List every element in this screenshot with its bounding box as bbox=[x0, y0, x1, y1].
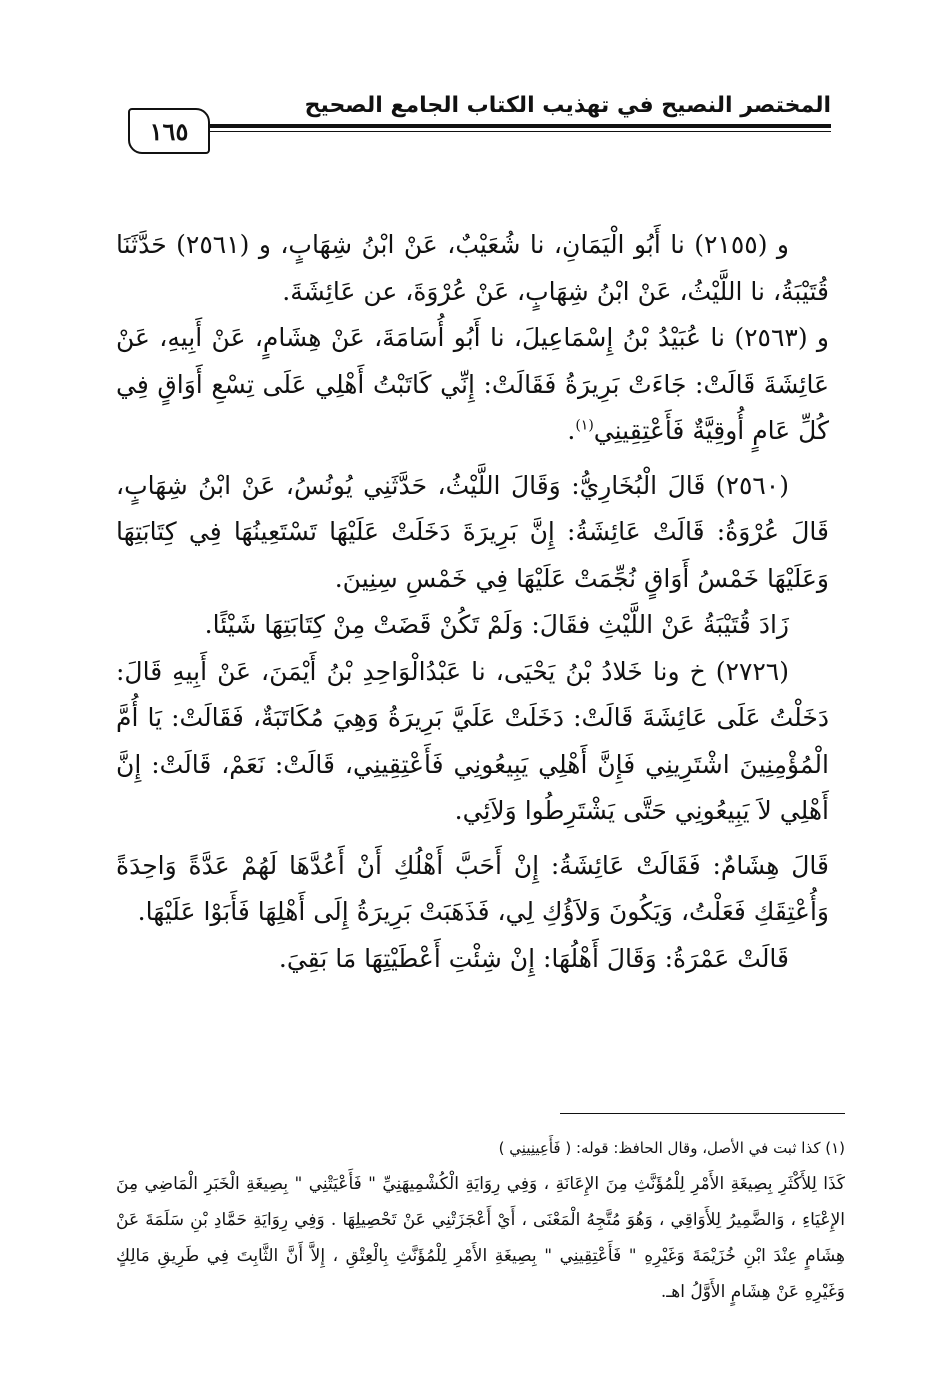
paragraph-2: و (٢٥٦٣) نا عُبَيْدُ بْنُ إِسْمَاعِيلَ، نا أَبُو أُسَامَةَ، عَنْ هِشَامٍ، عَنْ أَبِيهِ، عَنْ عَائِشَةَ قَالَتْ: جَاءَتْ بَرِيرَةُ فَقَالَتْ: إِنِّي كَاتَبْتُ أَهْلِي عَلَى تِسْعِ أَوَاقٍ فِي كُلِّ عَامٍ أُوقِيَّةٌ فَأَعْتِقِينِي$^{(١)}$. bbox=[116, 323, 829, 445]
footnotes bbox=[116, 1130, 845, 1310]
footnote-heading: (١) كذا ثبت في الأصل، وقال الحافظ: قوله: ( فَأَعِينِينِي ) bbox=[498, 1139, 845, 1157]
main-text bbox=[116, 222, 829, 982]
page-number: ١٦٥ bbox=[149, 116, 189, 146]
footnote-text: كَذَا لِلأَكْثَرِ بِصِيغَةِ الأَمْرِ لِلْمُؤَنَّثِ مِنَ الإِعَانَةِ ، وَفِي رِوَايَةِ الْكُشْمِيهَنِيِّ " فَأَعْيَتْنِي " بِصِيغَةِ الْخَبَرِ الْمَاضِي مِنَ الإِعْيَاءِ ، وَالضَّمِيرُ لِلأَوَاقِي ، وَهُوَ مُتَّجِهُ الْمَعْنَى ، أَيْ أَعْجَزَتْنِي عَنْ تَحْصِيلِهَا . وَفِي رِوَايَةِ حَمَّادِ بْنِ سَلَمَةَ عَنْ هِشَامٍ عِنْدَ ابْنِ خُزَيْمَةَ وَغَيْرِهِ " فَأَعْتِقِينِي " بِصِيغَةِ الأَمْرِ لِلْمُؤَنَّثِ بِالْعِتْقِ ، إِلاَّ أَنَّ الثَّابِتَ فِي طَرِيقِ مَالِكٍ وَغَيْرِهِ عَنْ هِشَامٍ الأَوَّلُ اهـ. bbox=[116, 1174, 845, 1302]
header-rule bbox=[208, 124, 831, 128]
paragraph-5: (٢٧٢٦) خ ونا خَلادُ بْنُ يَحْيَى، نا عَبْدُالْوَاحِدِ بْنُ أَيْمَنَ، عَنْ أَبِيهِ قَالَ: دَخَلْتُ عَلَى عَائِشَةَ قَالَتْ: دَخَلَتْ عَلَيَّ بَرِيرَةُ وَهِيَ مُكَاتَبَةٌ، فَقَالَتْ: يَا أُمَّ الْمُؤْمِنِينَ اشْتَرِينِي فَإِنَّ أَهْلِي يَبِيعُونِي فَأَعْتِقِينِي، قَالَتْ: نَعَمْ، قَالَتْ: إِنَّ أَهْلِي لاَ يَبِيعُونِي حَتَّى يَشْتَرِطُوا وَلاَئِي. bbox=[116, 656, 829, 825]
paragraph-3: (٢٥٦٠) قَالَ الْبُخَارِيُّ: وَقَالَ اللَّيْثُ، حَدَّثَنِي يُونُسُ، عَنْ ابْنُ شِهَابٍ، قَالَ عُرْوَةُ: قَالَتْ عَائِشَةُ: إِنَّ بَرِيرَةَ دَخَلَتْ عَلَيْهَا تَسْتَعِينُهَا فِي كِتَابَتِهَا وَعَلَيْهَا خَمْسُ أَوَاقٍ نُجِّمَتْ عَلَيْهَا فِي خَمْسِ سِنِينَ. bbox=[116, 470, 829, 593]
paragraph-4: زَادَ قُتَيْبَةُ عَنْ اللَّيْثِ فقَالَ: وَلَمْ تَكُنْ قَضَتْ مِنْ كِتَابَتِهَا شَيْئًا. bbox=[204, 610, 789, 639]
header-rule-thin bbox=[208, 131, 831, 132]
paragraph-1: و (٢١٥٥) نا أَبُو الْيَمَانِ، نا شُعَيْبٌ، عَنْ ابْنُ شِهَابٍ، و (٢٥٦١) حَدَّثَنَا قُتَيْبَةُ، نا اللَّيْثُ، عَنْ ابْنُ شِهَابٍ، عَنْ عُرْوَةَ، عن عَائِشَةَ. bbox=[116, 230, 829, 306]
footnote-reference[interactable]: (١) bbox=[575, 417, 594, 434]
running-header-title: المختصر النصيح في تهذيب الكتاب الجامع الصحيح bbox=[304, 93, 831, 118]
paragraph-2-text: و (٢٥٦٣) نا عُبَيْدُ بْنُ إِسْمَاعِيلَ، نا أَبُو أُسَامَةَ، عَنْ هِشَامٍ، عَنْ أَبِيهِ، عَنْ عَائِشَةَ قَالَتْ: جَاءَتْ بَرِيرَةُ فَقَالَتْ: إِنِّي كَاتَبْتُ أَهْلِي عَلَى تِسْعِ أَوَاقٍ فِي كُلِّ عَامٍ أُوقِيَّةٌ فَأَعْتِقِينِي bbox=[116, 323, 829, 445]
paragraph-6: قَالَ هِشَامٌ: فَقَالَتْ عَائِشَةُ: إِنْ أَحَبَّ أَهْلُكِ أَنْ أَعُدَّهَا لَهُمْ عَدَّةً وَاحِدَةً وَأُعْتِقَكِ فَعَلْتُ، وَيَكُونَ وَلاَؤُكِ لِي، فَذَهَبَتْ بَرِيرَةُ إِلَى أَهْلِهَا فَأَبَوْا عَلَيْهَا. bbox=[116, 850, 829, 926]
footnote-separator bbox=[560, 1113, 845, 1114]
paragraph-7: قَالَتْ عَمْرَةُ: وَقَالَ أَهْلُهَا: إِنْ شِئْتِ أَعْطَيْتِهَا مَا بَقِيَ. bbox=[278, 943, 789, 973]
page-number-box bbox=[128, 108, 210, 154]
